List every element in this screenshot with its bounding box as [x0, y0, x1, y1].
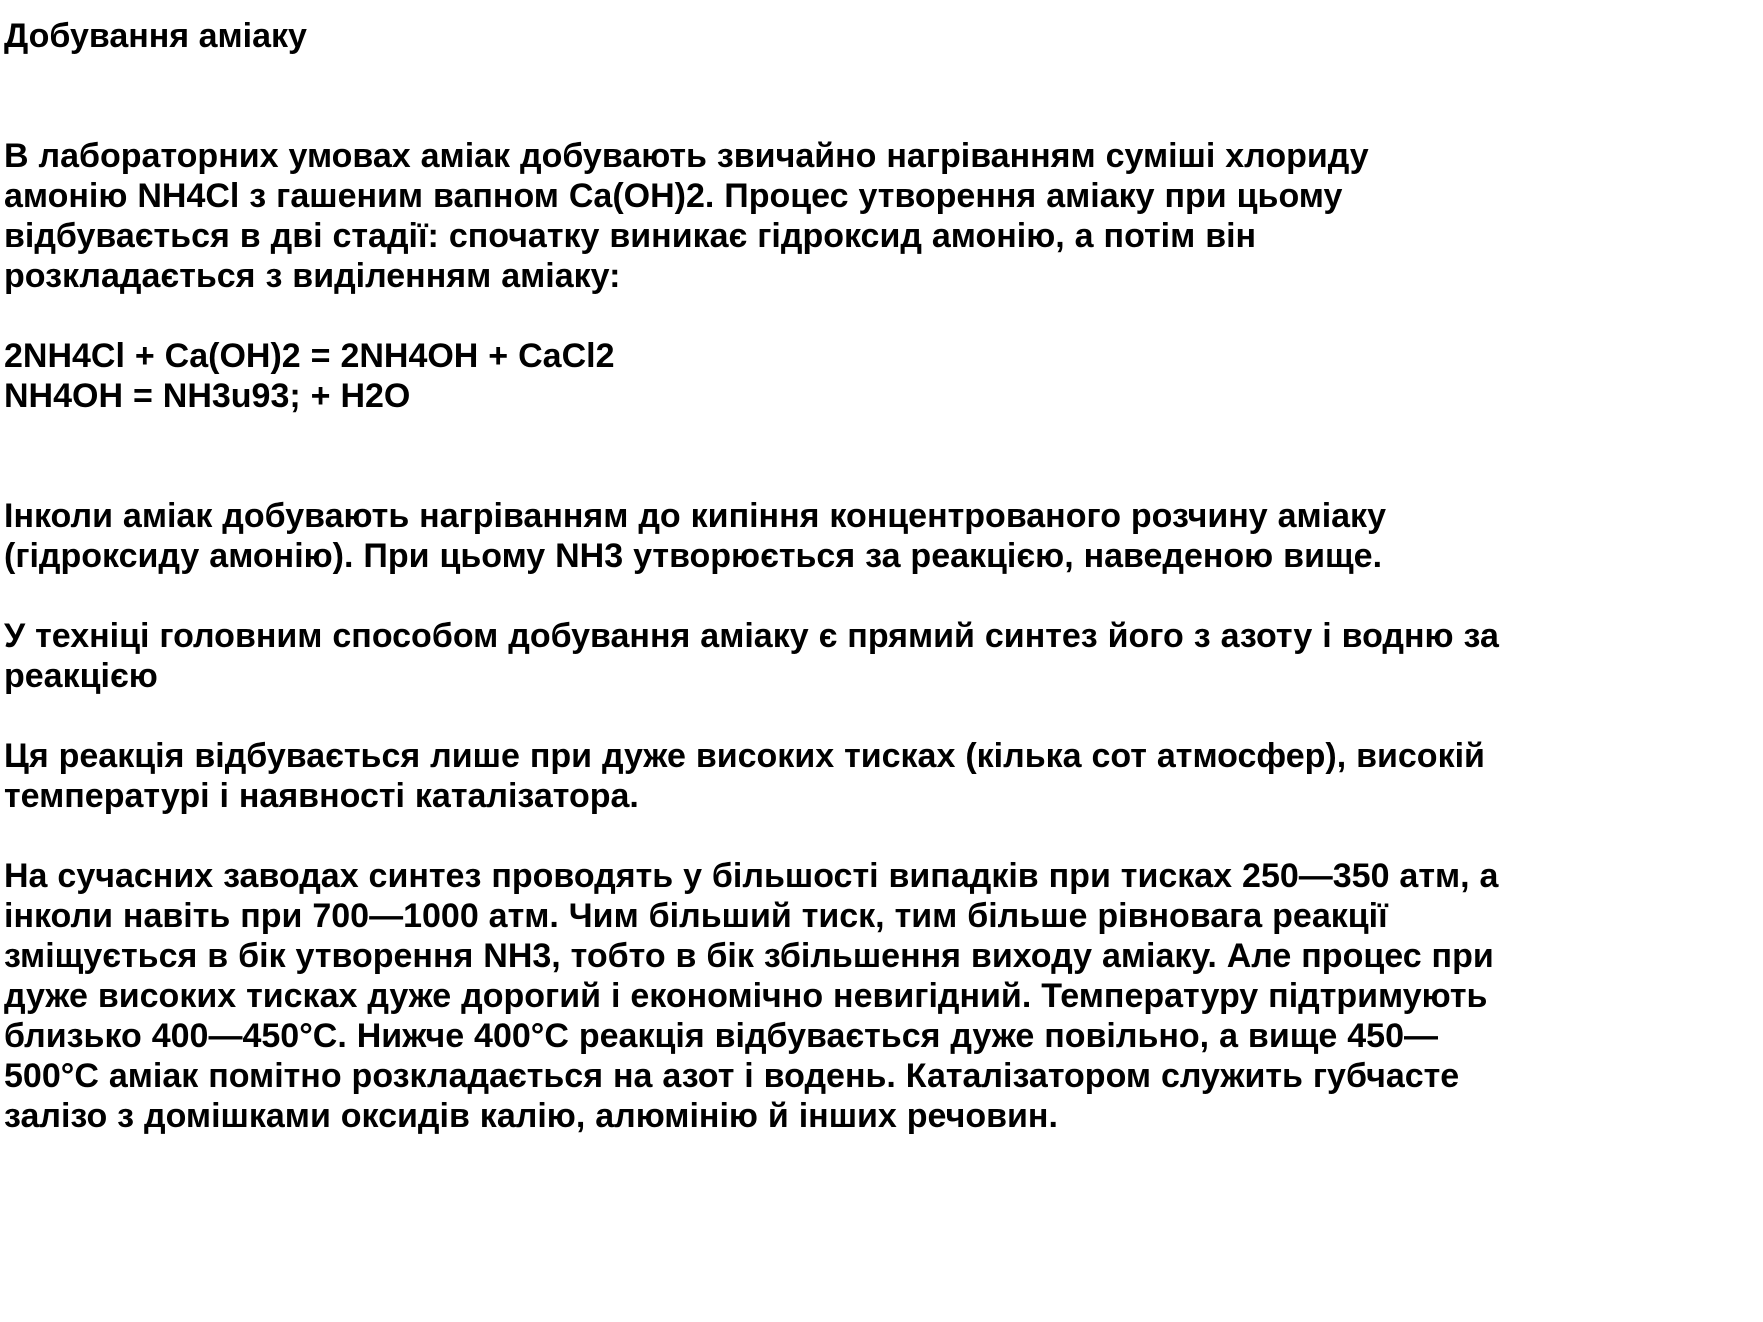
text-line: На сучасних заводах синтез проводять у більшості випадків при тисках 250—350 атм, а [4, 857, 1499, 895]
equation-line: 2NH4Cl + Ca(OH)2 = 2NH4OH + CaCl2 [4, 337, 615, 375]
equation-line: NH4OH = NH3u93; + H2O [4, 377, 411, 415]
spacer [4, 816, 1759, 856]
text-line: Інколи аміак добувають нагріванням до кипіння концентрованого розчину аміаку [4, 497, 1386, 535]
spacer [4, 576, 1759, 616]
paragraph-reaction-conditions [4, 736, 1759, 816]
text-line: дуже високих тисках дуже дорогий і економічно невигідний. Температуру підтримують [4, 977, 1488, 1015]
text-line: (гідроксиду амонію). При цьому NH3 утворюється за реакцією, наведеною вище. [4, 537, 1383, 575]
equations-block [4, 336, 1759, 416]
paragraph-modern-plants [4, 856, 1759, 1136]
text-line: амонію NH4Cl з гашеним вапном Ca(OH)2. Процес утворення аміаку при цьому [4, 177, 1343, 215]
text-line: близько 400—450°C. Нижче 400°C реакція відбувається дуже повільно, а вище 450— [4, 1017, 1438, 1055]
text-line: реакцією [4, 657, 158, 695]
text-line: В лабораторних умовах аміак добувають звичайно нагріванням суміші хлориду [4, 137, 1369, 175]
document-page [4, 16, 1759, 1136]
text-line: залізо з домішками оксидів калію, алюмінію й інших речовин. [4, 1097, 1058, 1135]
text-line: інколи навіть при 700—1000 атм. Чим більший тиск, тим більше рівновага реакції [4, 897, 1388, 935]
page-title: Добування аміаку [4, 17, 307, 55]
text-line: температурі і наявності каталізатора. [4, 777, 639, 815]
text-line: розкладається з виділенням аміаку: [4, 257, 621, 295]
text-line: відбувається в дві стадії: спочатку виникає гідроксид амонію, а потім він [4, 217, 1257, 255]
text-line: Ця реакція відбувається лише при дуже високих тисках (кілька сот атмосфер), високій [4, 737, 1485, 775]
spacer [4, 296, 1759, 336]
text-line: У техніці головним способом добування аміаку є прямий синтез його з азоту і водню за [4, 617, 1499, 655]
spacer [4, 696, 1759, 736]
paragraph-industrial-synthesis [4, 616, 1759, 696]
paragraph-lab-preparation [4, 136, 1759, 296]
text-line: зміщується в бік утворення NH3, тобто в бік збільшення виходу аміаку. Але процес при [4, 937, 1494, 975]
paragraph-boiling-solution [4, 496, 1759, 576]
spacer [4, 416, 1759, 496]
text-line: 500°C аміак помітно розкладається на азот і водень. Каталізатором служить губчасте [4, 1057, 1460, 1095]
spacer [4, 56, 1759, 136]
